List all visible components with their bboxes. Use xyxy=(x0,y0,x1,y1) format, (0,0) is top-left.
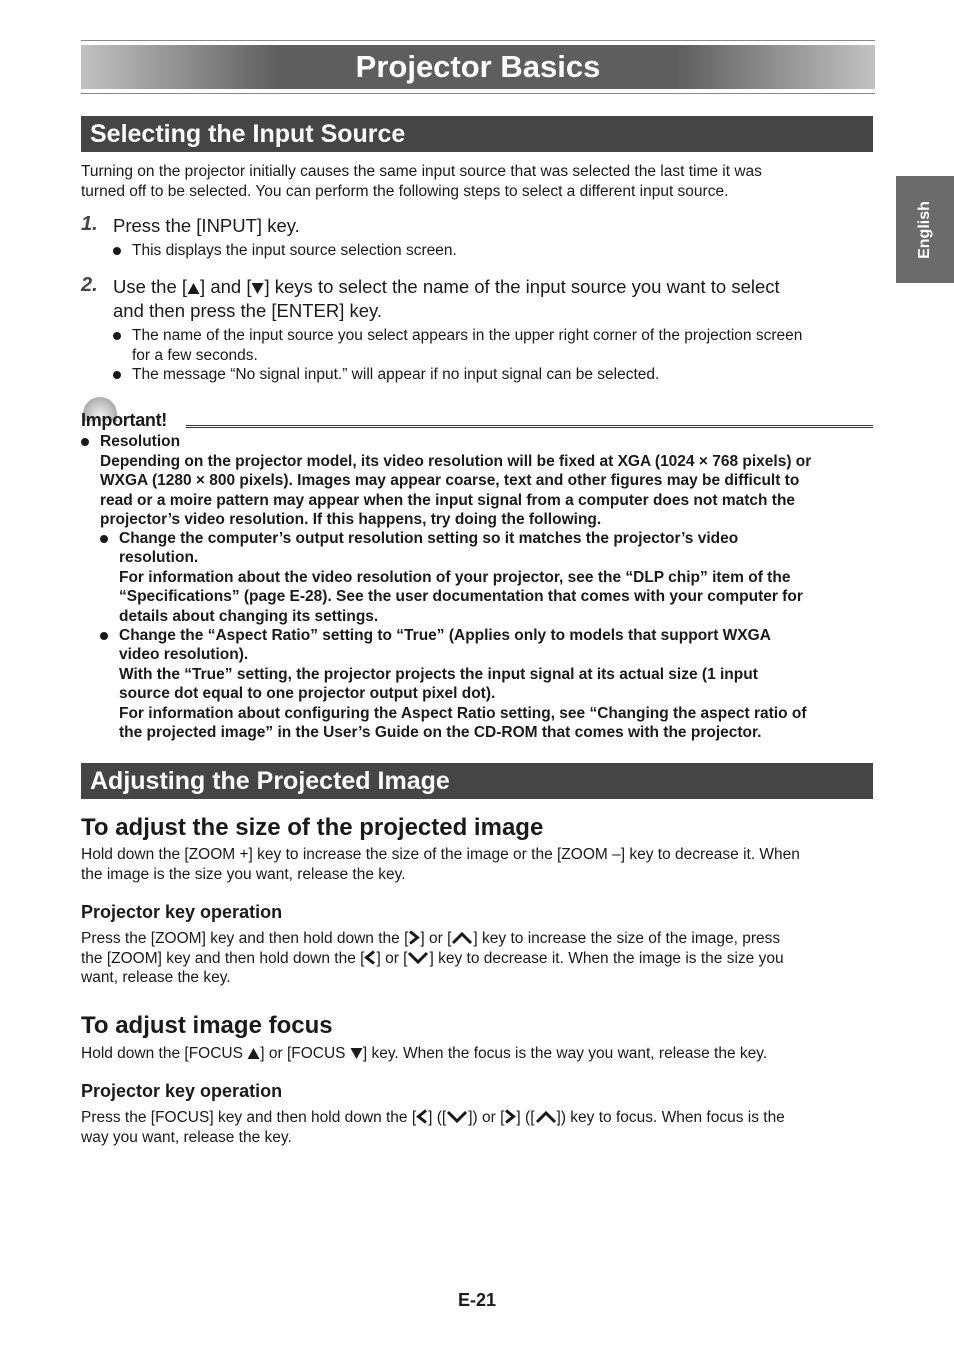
language-tab xyxy=(896,176,954,283)
intro-line: turned off to be selected. You can perform the following steps to select a different input source. xyxy=(81,182,729,200)
bullet-icon xyxy=(81,438,89,446)
step-bullet: This displays the input source selection screen. xyxy=(113,241,873,261)
step-text: Use the [ ] and [ ] keys to select the name of the input source you want to select and then press the [ENTER] key. xyxy=(113,276,780,321)
intro-paragraph xyxy=(81,162,881,201)
important-item: Change the computer’s output resolution setting so it matches the projector’s video resolution. For information about the video resolution of your projector, see the “DLP chip” item of the “Specifications” (page E-28). See the user documentation that comes with your computer for details about changing its settings. xyxy=(100,529,875,627)
intro-line: Turning on the projector initially causes the same input source that was selected the last time it was xyxy=(81,163,762,180)
bullet-icon xyxy=(113,247,121,255)
subheading-key-operation: Projector key operation xyxy=(81,1081,283,1101)
language-tab-label: English xyxy=(916,200,933,259)
down-chevron-icon xyxy=(446,1110,468,1124)
left-chevron-icon xyxy=(364,950,376,965)
focus-key-paragraph: Press the [FOCUS] key and then hold down the [ ] ([ ]) or [ ] ([ ]) key to focus. When focus is the way you want, release the key. xyxy=(81,1109,785,1146)
down-chevron-icon xyxy=(407,951,429,965)
important-label: Important! xyxy=(81,410,167,430)
up-triangle-icon xyxy=(187,282,200,295)
bullet-icon xyxy=(113,332,121,340)
step-number: 1. xyxy=(81,213,98,235)
down-triangle-icon xyxy=(350,1047,363,1060)
step-number: 2. xyxy=(81,274,98,296)
focus-paragraph: Hold down the [FOCUS ] or [FOCUS ] key. When the focus is the way you want, release the key. xyxy=(81,1045,768,1062)
page-title: Projector Basics xyxy=(81,45,875,89)
important-divider xyxy=(186,425,873,428)
subheading-key-operation: Projector key operation xyxy=(81,902,283,922)
up-triangle-icon xyxy=(247,1047,260,1060)
important-paragraph: Depending on the projector model, its video resolution will be fixed at XGA (1024 × 768 pixels) or WXGA (1280 × 800 pixels). Images may appear coarse, text and other figures may be difficult to read or a moire pattern may appear when the input signal from a computer does not match the projector’s video resolution. If this happens, try doing the following. xyxy=(100,453,812,529)
down-triangle-icon xyxy=(251,282,264,295)
bullet-icon xyxy=(113,371,121,379)
heading-focus: To adjust image focus xyxy=(81,1012,333,1039)
step-bullet: The name of the input source you select appears in the upper right corner of the projection screen for a few seconds. xyxy=(113,326,873,366)
important-heading: Resolution xyxy=(81,432,873,452)
section-title-projected-image: Adjusting the Projected Image xyxy=(81,763,873,799)
section-title-input-source: Selecting the Input Source xyxy=(81,116,873,152)
page-title-banner xyxy=(81,40,875,94)
important-item: Change the “Aspect Ratio” setting to “True” (Applies only to models that support WXGA video resolution). With the “True” setting, the projector projects the input signal at its actual size (1 input source dot equal to one projector output pixel dot). For information about configuring the Aspect Ratio setting, see “Changing the aspect ratio of the projected image” in the User’s Guide on the CD-ROM that comes with the projector. xyxy=(100,626,875,744)
step-bullet: The message “No signal input.” will appear if no input signal can be selected. xyxy=(113,365,873,385)
up-chevron-icon xyxy=(451,931,473,945)
step-text: Press the [INPUT] key. xyxy=(113,215,300,236)
page-number: E-21 xyxy=(457,1290,497,1310)
bullet-icon xyxy=(100,535,108,543)
size-paragraph: Hold down the [ZOOM +] key to increase the size of the image or the [ZOOM –] key to decrease it. When the image is the size you want, release the key. xyxy=(81,846,800,883)
heading-size: To adjust the size of the projected image xyxy=(81,814,544,841)
right-chevron-icon xyxy=(408,930,420,945)
up-chevron-icon xyxy=(535,1110,557,1124)
right-chevron-icon xyxy=(504,1109,516,1124)
bullet-icon xyxy=(100,632,108,640)
size-key-paragraph: Press the [ZOOM] key and then hold down the [ ] or [ ] key to increase the size of the image, press the [ZOOM] key and then hold down the [ ] or [ ] key to decrease it. When the image is the size you want, release the key. xyxy=(81,930,784,986)
left-chevron-icon xyxy=(416,1109,428,1124)
